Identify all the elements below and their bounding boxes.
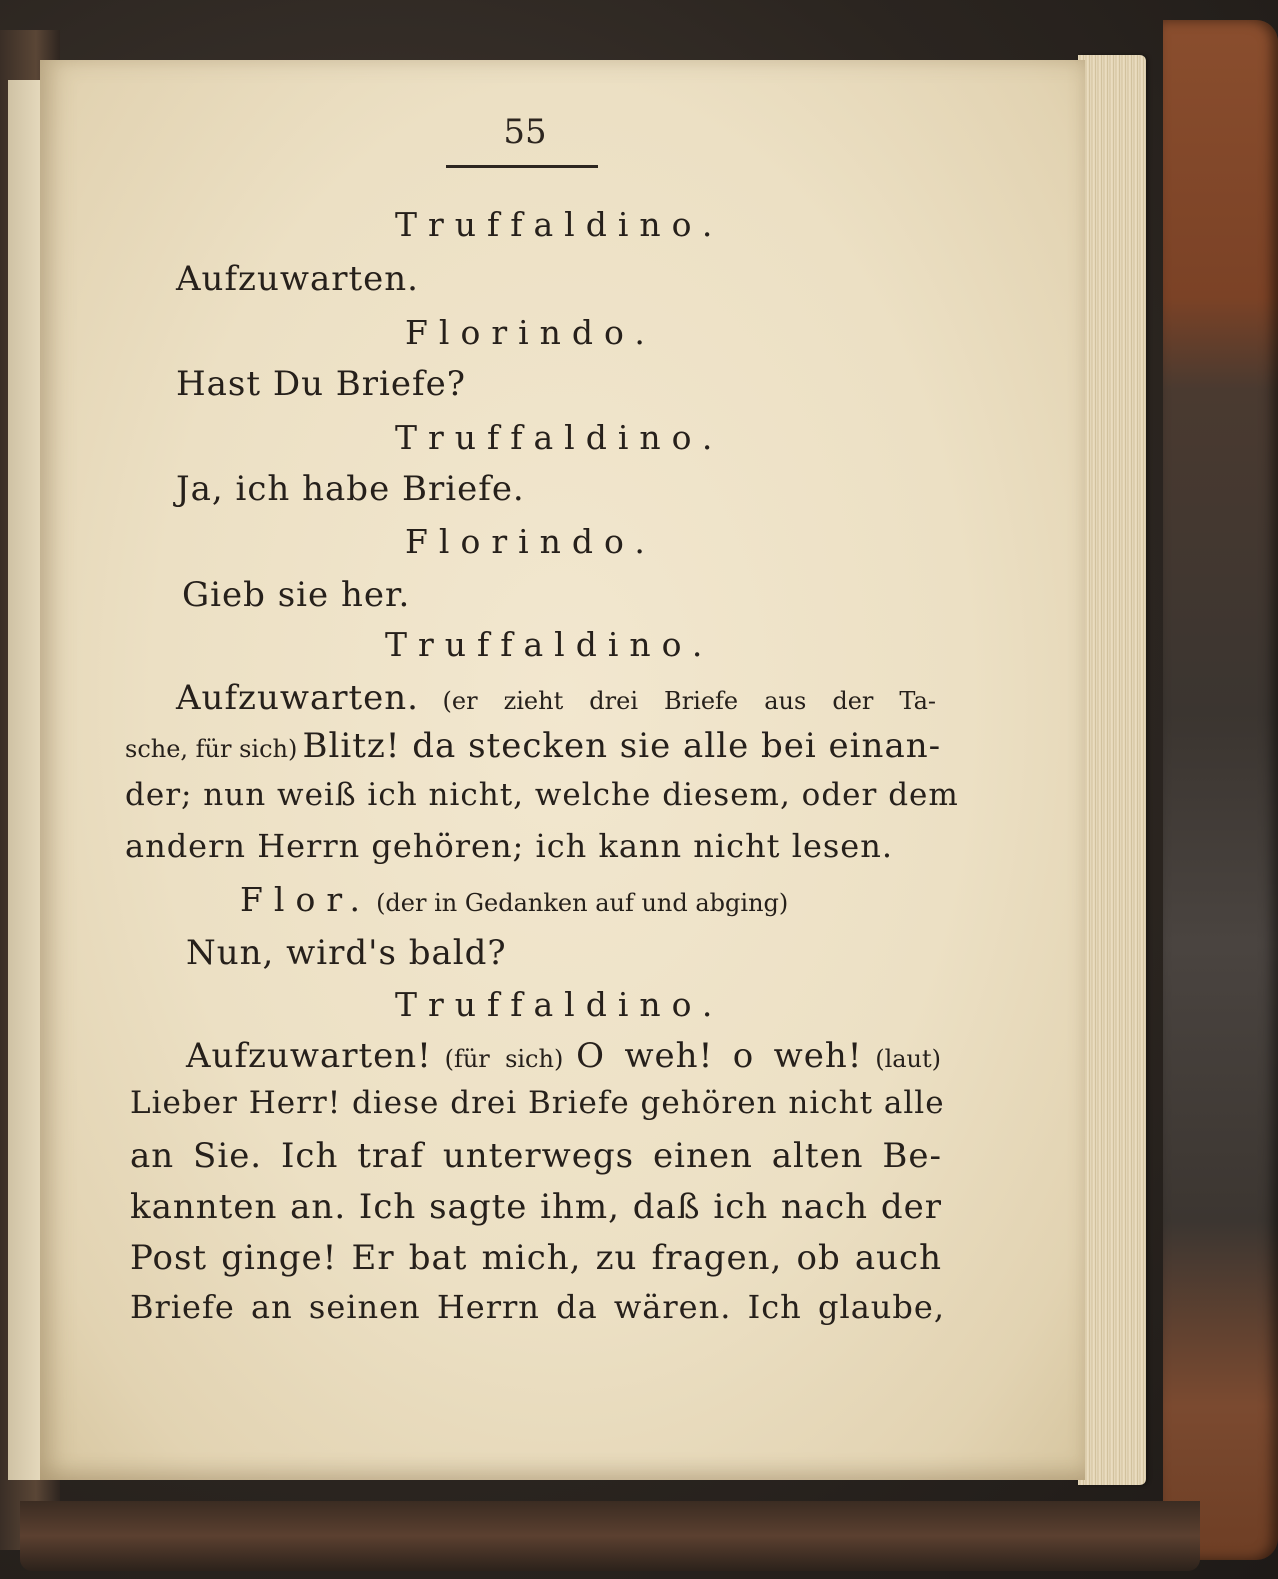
- speech-text: O weh! o weh!: [576, 1036, 863, 1076]
- speaker-name: Florindo.: [405, 313, 656, 352]
- speaker-name: Truffaldino.: [395, 205, 724, 244]
- speech-line: [125, 726, 942, 766]
- speech-line: Lieber Herr! diese drei Briefe gehören nicht alle: [130, 1085, 945, 1121]
- speech-line: Nun, wird's bald?: [186, 933, 507, 973]
- stage-direction: (laut): [875, 1045, 942, 1073]
- speech-line: Post ginge! Er bat mich, zu fragen, ob auch: [130, 1238, 942, 1278]
- speaker-name: Flor.: [240, 880, 371, 919]
- speech-line: andern Herrn gehören; ich kann nicht lesen.: [125, 827, 894, 865]
- speech-line: an Sie. Ich traf unterwegs einen alten Be-: [130, 1136, 942, 1176]
- speech-line: Aufzuwarten.: [176, 259, 419, 299]
- speaker-name: Truffaldino.: [385, 625, 714, 664]
- speech-line: der; nun weiß ich nicht, welche diesem, oder dem: [125, 777, 959, 813]
- speech-line: [240, 880, 788, 919]
- stage-direction: (für sich): [444, 1045, 564, 1073]
- book-cover-right: [1163, 20, 1278, 1560]
- stage-direction: (der in Gedanken auf und abging): [376, 889, 789, 917]
- speaker-name: Truffaldino.: [395, 418, 724, 457]
- page-number: 55: [503, 112, 547, 152]
- speech-line: [186, 1036, 941, 1076]
- page-edges: [1078, 55, 1146, 1485]
- speaker-name: Truffaldino.: [395, 985, 724, 1024]
- book-cover-bottom: [20, 1501, 1200, 1571]
- speech-text: Aufzuwarten!: [186, 1036, 432, 1076]
- speech-line: Gieb sie her.: [182, 575, 411, 615]
- speech-text: Aufzuwarten.: [176, 678, 419, 718]
- speech-line: [176, 678, 936, 718]
- speaker-name: Florindo.: [405, 522, 656, 561]
- speech-line: kannten an. Ich sagte ihm, daß ich nach der: [130, 1187, 942, 1227]
- header-rule: [446, 165, 598, 168]
- speech-line: Ja, ich habe Briefe.: [176, 469, 525, 509]
- stage-direction: sche, für sich): [125, 735, 298, 763]
- speech-line: Hast Du Briefe?: [176, 364, 466, 404]
- speech-text: Blitz! da stecken sie alle bei einan-: [302, 726, 942, 766]
- speech-line: Briefe an seinen Herrn da wären. Ich glaube,: [130, 1288, 945, 1326]
- stage-direction: (er zieht drei Briefe aus der Ta-: [442, 687, 936, 715]
